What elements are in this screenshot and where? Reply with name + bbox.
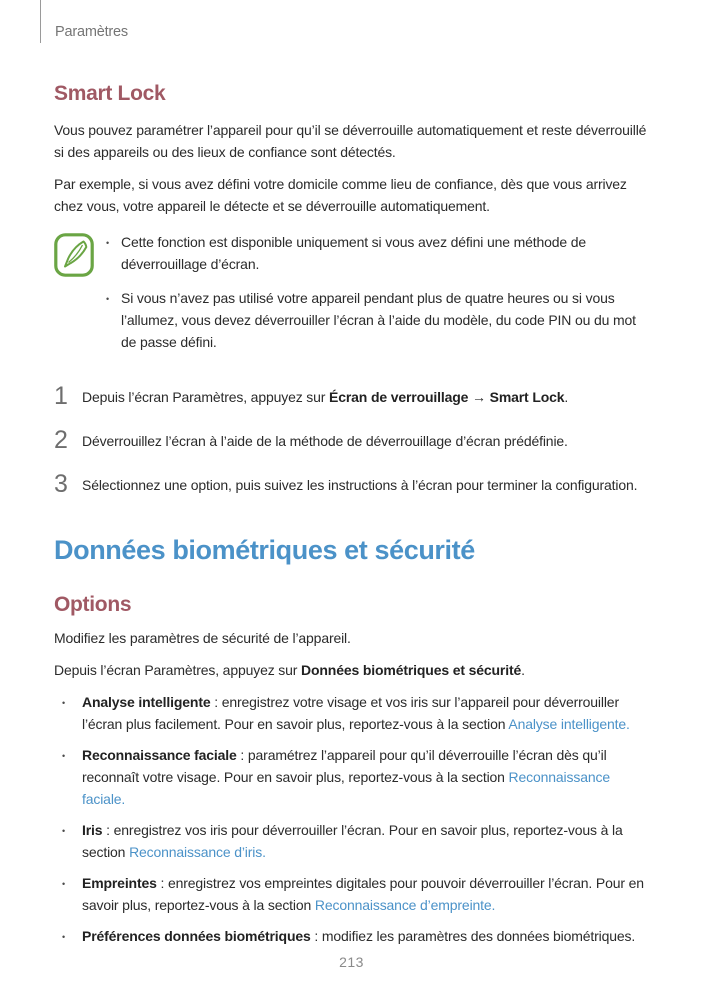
text-run: : (102, 822, 114, 838)
section-title-smart-lock: Smart Lock (54, 82, 166, 105)
steps-list (54, 383, 652, 498)
running-header (40, 0, 128, 43)
text-run-bold: Smart Lock (489, 389, 565, 405)
bullet-dot: • (106, 238, 110, 248)
step-text (82, 427, 652, 454)
option-label: Iris (82, 822, 103, 838)
text-run: . (521, 662, 525, 678)
cross-reference-link[interactable]: Reconnaissance faciale. (82, 769, 610, 807)
notice-item (106, 231, 652, 275)
text-run: enregistrez votre visage et vos iris sur l’appareil pour déverrouiller l’écran plus facilement. Pour en savoir plus, reportez-vous à la section (82, 694, 619, 732)
option-item-iris (54, 819, 652, 863)
option-item-preferences-biometriques (54, 925, 652, 948)
option-label: Analyse intelligente (82, 694, 211, 710)
step-1 (54, 383, 652, 410)
step-number: 3 (54, 470, 68, 498)
text-run: enregistrez vos empreintes digitales pour pouvoir déverrouiller l’écran. Pour en savoir plus, reportez-vous à la section (82, 875, 644, 913)
text-run: Depuis l’écran Paramètres, appuyez sur (54, 662, 302, 678)
notice-list (106, 231, 652, 365)
option-item-text (82, 819, 652, 863)
option-item-text (82, 925, 652, 948)
notice-box (54, 231, 652, 365)
cross-reference-link[interactable]: Analyse intelligente. (508, 716, 630, 732)
bullet-dot: • (106, 294, 110, 304)
text-run: enregistrez vos iris pour déverrouiller l’écran. Pour en savoir plus, reportez-vous à la section (82, 822, 623, 860)
notice-item (106, 287, 652, 353)
step-text (82, 471, 652, 498)
cross-reference-link[interactable]: Reconnaissance d’iris. (129, 844, 266, 860)
text-run: Sélectionnez une option, puis suivez les instructions à l’écran pour terminer la configuration. (82, 477, 638, 493)
page-footer (0, 954, 703, 972)
text-run: Déverrouillez l’écran à l’aide de la méthode de déverrouillage d’écran prédéfinie. (82, 433, 568, 449)
options-bullet-list (54, 691, 652, 948)
option-label: Empreintes (82, 875, 157, 891)
text-run-bold: Données biométriques et sécurité (301, 662, 522, 678)
bullet-dot: • (62, 826, 66, 836)
text-run: : (236, 747, 248, 763)
paragraph-smart-lock-1: Vous pouvez paramétrer l’appareil pour qu’il se déverrouille automatiquement et reste déverrouillé si des appareils ou des lieux de confiance sont détectés. (54, 122, 647, 160)
text-run-bold: Écran de verrouillage (329, 389, 469, 405)
text-run: : (310, 928, 322, 944)
paragraph-options-2 (54, 659, 652, 681)
option-item-text (82, 872, 652, 916)
bullet-dot: • (62, 879, 66, 889)
text-run: paramétrez l’appareil pour qu’il déverrouille l’écran dès qu’il reconnaît votre visage. Pour en savoir plus, reportez-vous à la section (82, 747, 607, 785)
paragraph-smart-lock-2: Par exemple, si vous avez défini votre domicile comme lieu de confiance, dès que vous arrivez chez vous, votre appareil le détecte et se déverrouille automatiquement. (54, 176, 627, 214)
chapter-title-biometrics: Données biométriques et sécurité (54, 535, 475, 565)
option-item-analyse-intelligente (54, 691, 652, 735)
step-number: 2 (54, 426, 68, 454)
cross-reference-link[interactable]: Reconnaissance d’empreinte. (314, 897, 496, 913)
option-item-text (82, 744, 652, 810)
text-run: : (210, 694, 222, 710)
running-header-title: Paramètres (55, 24, 128, 40)
text-run: . (564, 389, 569, 405)
arrow-glyph: → (468, 389, 490, 405)
page-number: 213 (339, 954, 364, 970)
note-pen-icon (54, 233, 94, 365)
option-label: Reconnaissance faciale (82, 747, 237, 763)
option-item-text (82, 691, 652, 735)
notice-item-text: Cette fonction est disponible uniquement si vous avez défini une méthode de déverrouillage d’écran. (121, 234, 587, 272)
section-title-options: Options (54, 593, 132, 616)
bullet-dot: • (62, 698, 66, 708)
step-2 (54, 427, 652, 454)
step-3 (54, 471, 652, 498)
text-run: : (156, 875, 168, 891)
option-label: Préférences données biométriques (82, 928, 311, 944)
text-run: modifiez les paramètres des données biométriques. (321, 928, 636, 944)
option-item-reconnaissance-faciale (54, 744, 652, 810)
page-content (54, 76, 652, 957)
paragraph-options-1: Modifiez les paramètres de sécurité de l’appareil. (54, 630, 351, 646)
bullet-dot: • (62, 932, 66, 942)
step-text (82, 383, 652, 410)
option-item-empreintes (54, 872, 652, 916)
step-number: 1 (54, 382, 68, 410)
text-run: Depuis l’écran Paramètres, appuyez sur (82, 389, 330, 405)
notice-item-text: Si vous n’avez pas utilisé votre appareil pendant plus de quatre heures ou si vous l’allumez, vous devez déverrouiller l’écran à l’aide du modèle, du code PIN ou du mot de passe défini. (121, 290, 636, 350)
bullet-dot: • (62, 751, 66, 761)
